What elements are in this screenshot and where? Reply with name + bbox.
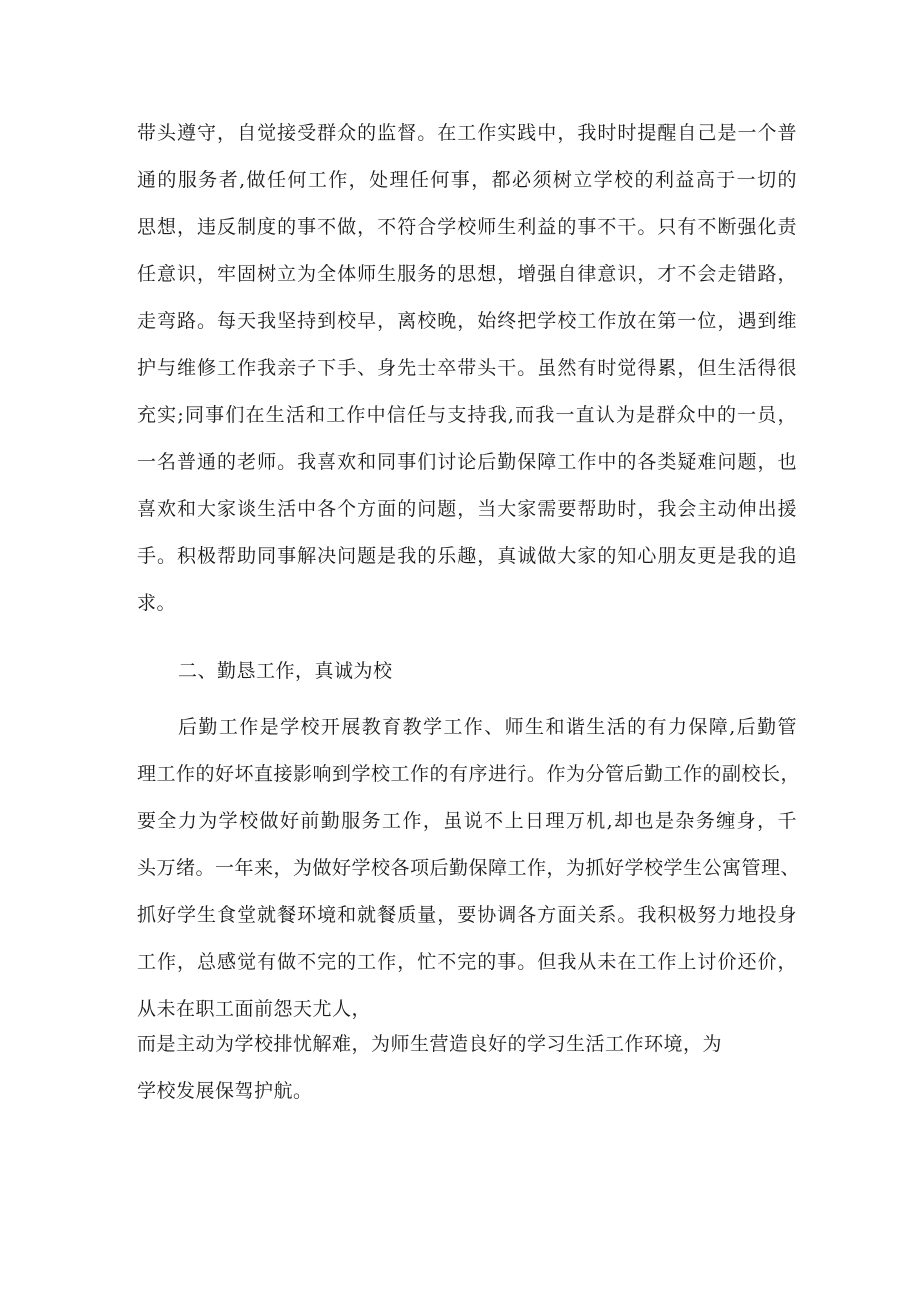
paragraph-2-line: 理工作的好坏直接影响到学校工作的有序进行。作为分管后勤工作的副校长，	[137, 763, 801, 785]
paragraph-2-line: 抓好学生食堂就餐环境和就餐质量，要协调各方面关系。我积极努力地投身	[137, 904, 797, 926]
paragraph-1-line: 求。	[137, 592, 177, 614]
paragraph-2-line: 学校发展保驾护航。	[137, 1080, 313, 1102]
paragraph-2-line: 工作，总感觉有做不完的工作，忙不完的事。但我从未在工作上讨价还价，	[137, 951, 797, 973]
paragraph-2-line: 要全力为学校做好前勤服务工作，虽说不上日理万机,却也是杂务缠身，千	[137, 810, 797, 832]
paragraph-1-line: 带头遵守，自觉接受群众的监督。在工作实践中，我时时提醒自己是一个普	[137, 122, 797, 144]
paragraph-2-line: 后勤工作是学校开展教育教学工作、师生和谐生活的有力保障,后勤管	[178, 716, 797, 738]
paragraph-1-line: 任意识，牢固树立为全体师生服务的思想，增强自律意识，才不会走错路，	[137, 263, 797, 285]
paragraph-1-line: 思想，违反制度的事不做，不符合学校师生利益的事不干。只有不断强化责	[137, 216, 797, 238]
section-heading: 二、勤恳工作，真诚为校	[178, 660, 393, 682]
paragraph-2-line: 从未在职工面前怨天尤人，	[137, 998, 372, 1020]
paragraph-2-line: 而是主动为学校排忧解难，为师生营造良好的学习生活工作环境，为	[137, 1033, 723, 1055]
paragraph-1-line: 充实;同事们在生活和工作中信任与支持我,而我一直认为是群众中的一员，	[137, 404, 797, 426]
paragraph-1-line: 通的服务者,做任何工作，处理任何事，都必须树立学校的利益高于一切的	[137, 169, 797, 191]
paragraph-1-line: 手。积极帮助同事解决问题是我的乐趣，真诚做大家的知心朋友更是我的追	[137, 545, 797, 567]
paragraph-1-line: 走弯路。每天我坚持到校早，离校晚，始终把学校工作放在第一位，遇到维	[137, 310, 797, 332]
paragraph-1-line: 喜欢和大家谈生活中各个方面的问题，当大家需要帮助时，我会主动伸出援	[137, 498, 797, 520]
paragraph-1-line: 一名普通的老师。我喜欢和同事们讨论后勤保障工作中的各类疑难问题，也	[137, 451, 797, 473]
paragraph-1-line: 护与维修工作我亲子下手、身先士卒带头干。虽然有时觉得累，但生活得很	[137, 357, 797, 379]
paragraph-2-line: 头万绪。一年来，为做好学校各项后勤保障工作，为抓好学校学生公寓管理、	[137, 857, 801, 879]
